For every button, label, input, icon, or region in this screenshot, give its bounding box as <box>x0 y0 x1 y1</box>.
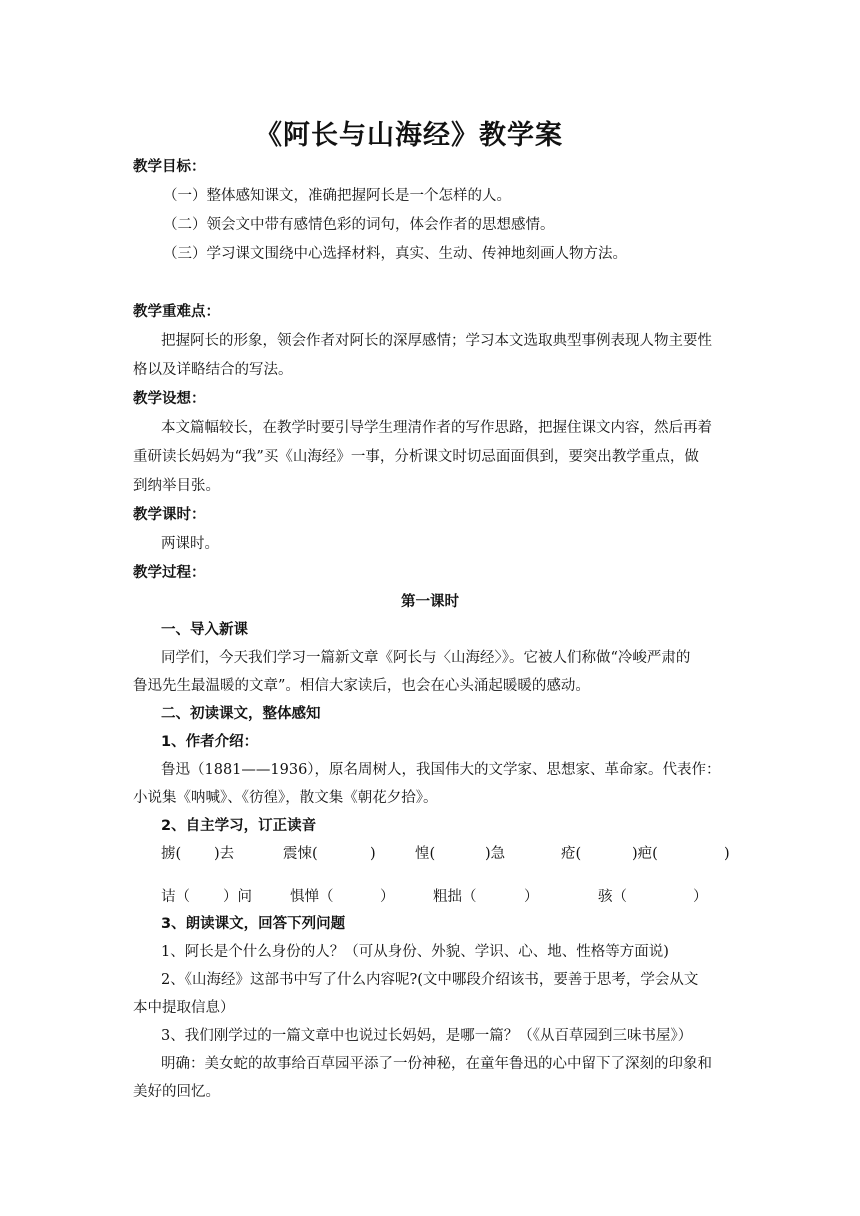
question-1: 1、阿长是个什么身份的人？（可从身份、外貌、学识、心、地、性格等方面说) <box>161 944 669 960</box>
pron-item: )急 <box>485 846 506 862</box>
design-line: 本文篇幅较长，在教学时要引导学生理清作者的写作思路，把握住课文内容，然后再着 <box>161 420 712 436</box>
pron-item: ） <box>693 889 708 905</box>
pron-item: 骇（ <box>598 889 627 905</box>
author-line: 鲁迅（1881——1936），原名周树人，我国伟大的文学家、思想家、革命家。代表作： <box>161 762 721 778</box>
pron-item: ）问 <box>223 889 252 905</box>
key-points-heading: 教学重难点： <box>133 304 220 320</box>
hours-heading: 教学课时： <box>133 507 206 523</box>
pronunciation-heading: 2、自主学习，订正读音 <box>161 818 317 834</box>
section-heading-reading: 二、初读课文，整体感知 <box>161 706 321 722</box>
answer-line: 明确：美女蛇的故事给百草园平添了一份神秘，在童年鲁迅的心中留下了深刻的印象和 <box>161 1056 712 1072</box>
pron-item: 震悚( <box>283 846 318 862</box>
goal-item: （三）学习课文围绕中心选择材料，真实、生动、传神地刻画人物方法。 <box>163 246 627 262</box>
pron-item: 惶( <box>415 846 436 862</box>
question-2-cont: 本中提取信息） <box>133 1000 235 1016</box>
answer-line: 美好的回忆。 <box>133 1084 220 1100</box>
pron-item: 惧惮（ <box>290 889 334 905</box>
hours-text: 两课时。 <box>161 536 219 552</box>
design-heading: 教学设想： <box>133 391 206 407</box>
pron-item: )去 <box>214 846 235 862</box>
design-line: 到纳举目张。 <box>133 478 220 494</box>
key-points-line: 把握阿长的形象，领会作者对阿长的深厚感情；学习本文选取典型事例表现人物主要性 <box>161 333 712 349</box>
pron-item: ） <box>380 889 395 905</box>
author-line: 小说集《呐喊》、《彷徨》，散文集《朝花夕拾》。 <box>133 790 438 806</box>
pron-item: 诘（ <box>161 889 190 905</box>
author-heading: 1、作者介绍： <box>161 734 259 750</box>
goal-item: （二）领会文中带有感情色彩的词句，体会作者的思想感情。 <box>163 217 555 233</box>
pron-item: )疤( <box>632 846 658 862</box>
goals-heading: 教学目标： <box>133 159 206 175</box>
section-heading-intro: 一、导入新课 <box>161 622 248 638</box>
question-2: 2、《山海经》这部书中写了什么内容呢?(文中哪段介绍该书，要善于思考，学会从文 <box>161 972 699 988</box>
pron-item: 粗拙（ <box>433 889 477 905</box>
lesson-title: 第一课时 <box>401 594 459 610</box>
key-points-line: 格以及详略结合的写法。 <box>133 362 293 378</box>
pron-item: ) <box>370 846 376 862</box>
intro-line: 鲁迅先生最温暖的文章”。相信大家读后，也会在心头涌起暖暖的感动。 <box>133 678 590 694</box>
document-title: 《阿长与山海经》教学案 <box>255 120 563 151</box>
goal-item: （一）整体感知课文，准确把握阿长是一个怎样的人。 <box>163 188 511 204</box>
read-questions-heading: 3、朗读课文，回答下列问题 <box>161 916 346 932</box>
pron-item: ) <box>724 846 730 862</box>
pron-item: 掳( <box>161 846 182 862</box>
question-3: 3、我们刚学过的一篇文章中也说过长妈妈，是哪一篇？（《从百草园到三味书屋》） <box>161 1028 693 1044</box>
pron-item: 疮( <box>561 846 582 862</box>
process-heading: 教学过程： <box>133 565 206 581</box>
design-line: 重研读长妈妈为“我”买《山海经》一事，分析课文时切忌面面俱到，要突出教学重点，做 <box>133 449 699 465</box>
pron-item: ） <box>524 889 539 905</box>
intro-line: 同学们，今天我们学习一篇新文章《阿长与〈山海经〉》。它被人们称做“冷峻严肃的 <box>161 650 691 666</box>
